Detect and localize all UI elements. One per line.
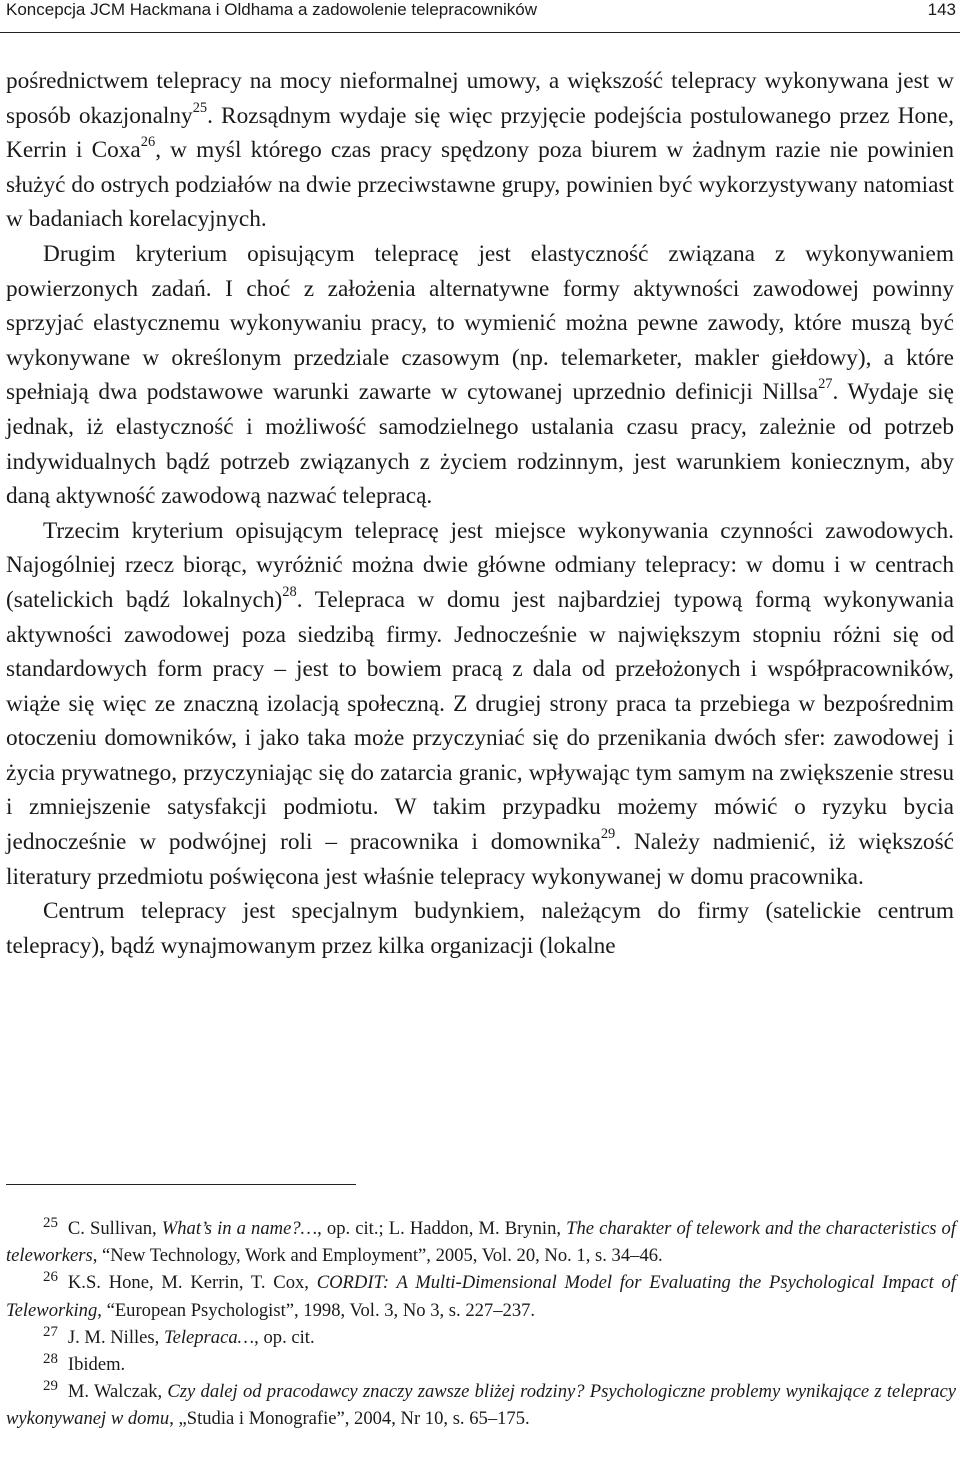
footnote-text: J. M. Nilles, [67, 1326, 164, 1348]
text-run: Trzecim kryterium opisującym telepracę jest miejsce wykonywania czynności zawodowych. Najogólniej rzecz biorąc, wyróżnić można dwie główne odmiany telepracy: w domu i w centrach (satelickich bądź lokalnych) [6, 517, 954, 613]
page-number: 143 [927, 0, 956, 19]
footnote-text: K.S. Hone, M. Kerrin, T. Cox, [67, 1272, 317, 1294]
footnote-ref-25: 25 [192, 99, 208, 116]
text-run: . Należy nadmienić, iż większość literatury przedmiotu poświęcona jest właśnie telepracy wykonywanej w domu pracownika. [6, 829, 954, 890]
footnote-text: , op. cit. [254, 1326, 315, 1348]
footnote-title: CORDIT: A Multi-Dimensional Model for Evaluating the Psychological Impact of Teleworking [6, 1272, 956, 1321]
footnote-text: M. Walczak, [67, 1381, 168, 1403]
footnote-text: Ibidem. [67, 1354, 126, 1376]
running-header-title: Koncepcja JCM Hackmana i Oldhama a zadowolenie telepracowników [6, 0, 538, 19]
footnote-27 [6, 1324, 956, 1351]
footnote-29 [6, 1378, 956, 1432]
paragraph-2 [6, 237, 954, 514]
footnote-ref-27: 27 [818, 376, 833, 393]
footnotes [6, 1215, 956, 1433]
footnote-ref-28: 28 [282, 583, 297, 600]
footnote-ref-26: 26 [140, 134, 156, 151]
footnote-text: , op. cit.; L. Haddon, M. Brynin, [317, 1218, 567, 1239]
footnote-number: 26 [43, 1269, 58, 1286]
paragraph-4 [6, 894, 954, 963]
text-run: Drugim kryterium opisującym telepracę jest elastyczność związana z wykonywaniem powierzonych zadań. I choć z założenia alternatywne formy aktywności zawodowej powinny sprzyjać elastycznemu wykonywaniu pracy, to wymienić można pewne zawody, które muszą być wykonywane w określonym przedziale czasowym (np. telemarketer, makler giełdowy), a które spełniają dwa podstawowe warunki zawarte w cytowanej uprzednio definicji Nillsa [6, 240, 954, 406]
footnote-number: 29 [43, 1378, 58, 1395]
footnote-number: 27 [43, 1323, 58, 1340]
paragraph-3 [6, 514, 954, 895]
footnote-number: 28 [43, 1350, 58, 1367]
text-run: Centrum telepracy jest specjalnym budynkiem, należącym do firmy (satelickie centrum telepracy), bądź wynajmowanym przez kilka organizacji (lokalne [6, 898, 954, 959]
footnote-text: , „Studia i Monografie”, 2004, Nr 10, s. 65–175. [169, 1408, 530, 1430]
text-run: . Rozsądnym wydaje się więc przyjęcie podejścia postulowanego przez Hone, Kerrin i Coxa [6, 102, 954, 164]
footnote-28 [6, 1351, 956, 1378]
footnote-text: C. Sullivan, [67, 1218, 162, 1239]
footnote-text: , “New Technology, Work and Employment”, 2005, Vol. 20, No. 1, s. 34–46. [92, 1245, 663, 1267]
paragraph-1 [6, 64, 954, 237]
footnote-title: Telepraca… [163, 1326, 255, 1348]
footnote-number: 25 [43, 1214, 58, 1231]
footnote-text: , “European Psychologist”, 1998, Vol. 3, No 3, s. 227–237. [97, 1299, 536, 1321]
footnote-title: Czy dalej od pracodawcy znaczy zawsze bliżej rodziny? Psychologiczne problemy wynikające z telepracy wykonywanej w domu [6, 1381, 956, 1430]
footnote-26 [6, 1269, 956, 1323]
text-run: , w myśl którego czas pracy spędzony poza biurem w żadnym razie nie powinien służyć do ostrych podziałów na dwie przeciwstawne grupy, powinien być wykorzystywany natomiast w badaniach korelacyjnych. [6, 137, 954, 233]
text-run: pośrednictwem telepracy na mocy nieformalnej umowy, a większość telepracy wykonywana jest w sposób okazjonalny [6, 68, 954, 129]
text-run: . Wydaje się jednak, iż elastyczność i możliwość samodzielnego ustalania czasu pracy, zależnie od potrzeb indywidualnych bądź potrzeb związanych z życiem rodzinnym, jest warunkiem koniecznym, aby daną aktywność zawodową nazwać telepracą. [6, 379, 954, 510]
footnote-25 [6, 1215, 956, 1269]
footnote-title: What’s in a name?… [161, 1218, 318, 1239]
footnote-title: The charakter of telework and the characteristics of teleworkers [6, 1218, 956, 1267]
running-header [0, 0, 960, 33]
text-run: . Telepraca w domu jest najbardziej typową formą wykonywania aktywności zawodowej poza siedzibą firmy. Jednocześnie w największym stopniu różni się od standardowych form pracy – jest to bowiem pracą z dala od przełożonych i współpracowników, wiąże się więc ze znaczną izolacją społeczną. Z drugiej strony praca ta przebiega w bezpośrednim otoczeniu domowników, i jako taka może przyczyniać się do przenikania dwóch sfer: zawodowej i życia prywatnego, przyczyniając się do zatarcia granic, wpływając tym samym na zwiększenie stresu i zmniejszenie satysfakcji podmiotu. W takim przypadku możemy mówić o ryzyku bycia jednocześnie w podwójnej roli – pracownika i domownika [6, 586, 954, 856]
footnote-divider [6, 1184, 356, 1185]
main-text [6, 64, 954, 963]
footnote-ref-29: 29 [600, 826, 616, 843]
